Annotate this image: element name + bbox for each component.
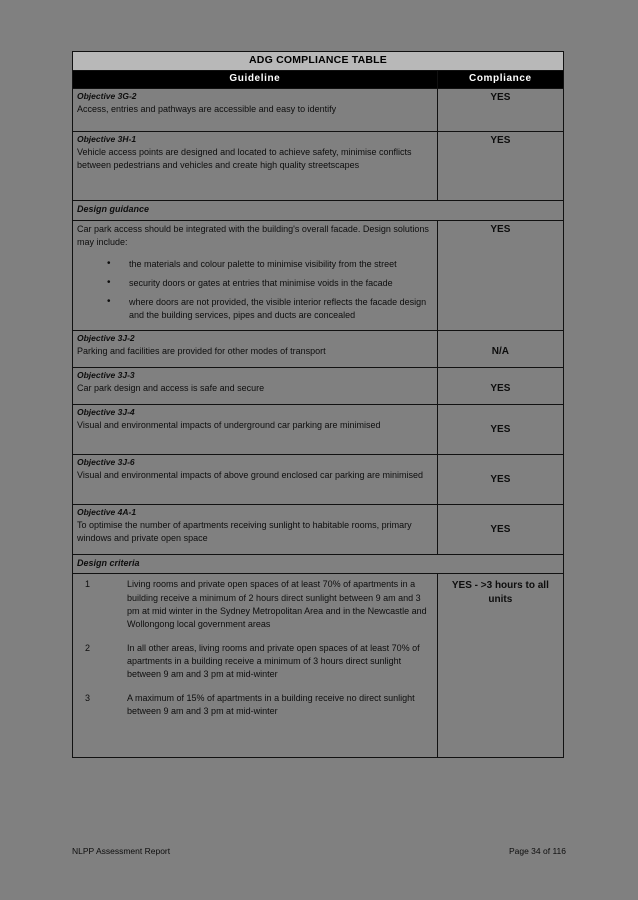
table-row	[73, 132, 564, 201]
design-guidance-row	[73, 220, 564, 330]
guideline-cell	[73, 220, 438, 330]
list-item: • where doors are not provided, the visible interior reflects the facade design and the building services, pipes and ducts are concealed	[107, 296, 433, 322]
footer-page-number: Page 34 of 116	[508, 846, 566, 856]
guideline-cell	[73, 367, 438, 404]
objective-text: Access, entries and pathways are accessible and easy to identify	[77, 104, 337, 115]
guideline-cell	[73, 330, 438, 367]
objective-label: Objective 3H-1	[77, 134, 137, 144]
guideline-cell	[73, 574, 438, 758]
table-title-row	[73, 52, 564, 71]
guideline-cell	[73, 132, 438, 201]
criteria-number: 1	[85, 579, 91, 590]
objective-label: Objective 3J-3	[77, 369, 135, 380]
design-criteria-label: Design criteria	[77, 557, 140, 568]
compliance-cell: YES	[437, 367, 563, 404]
footer-document-title: NLPP Assessment Report	[72, 846, 171, 856]
design-criteria-heading-row	[73, 554, 564, 574]
table-row	[73, 454, 564, 504]
design-guidance-bullet-list	[77, 258, 433, 322]
design-guidance-intro: Car park access should be integrated with the building's overall facade. Design solutions may include:	[77, 223, 429, 247]
compliance-cell: YES	[437, 220, 563, 330]
criteria-item	[77, 578, 433, 641]
page-footer	[72, 846, 566, 856]
objective-text: Car park design and access is safe and secure	[77, 383, 265, 394]
table-row	[73, 367, 564, 404]
compliance-cell: N/A	[437, 330, 563, 367]
objective-label: Objective 3J-2	[77, 332, 135, 343]
criteria-number: 3	[85, 692, 91, 703]
compliance-cell: YES	[437, 89, 563, 132]
criteria-item	[77, 692, 433, 720]
table-row	[73, 404, 564, 454]
compliance-cell: YES	[437, 504, 563, 554]
guideline-cell	[73, 404, 438, 454]
criteria-text: In all other areas, living rooms and private open spaces of at least 70% of apartments in a building receive a minimum of 3 hours direct sunlight between 9 am and 3 pm at mid-winter	[127, 642, 420, 679]
objective-text: Visual and environmental impacts of above ground enclosed car parking are minimised	[77, 470, 424, 481]
column-header-guideline: Guideline	[73, 71, 438, 89]
adg-compliance-table	[72, 51, 564, 758]
objective-text: Parking and facilities are provided for other modes of transport	[77, 346, 326, 357]
design-guidance-heading-row	[73, 201, 564, 221]
table-header-row	[73, 71, 564, 89]
objective-label: Objective 3G-2	[77, 91, 137, 101]
objective-label: Objective 4A-1	[77, 506, 137, 517]
objective-label: Objective 3J-6	[77, 456, 135, 467]
compliance-cell: YES - >3 hours to all units	[437, 574, 563, 758]
guideline-cell	[73, 89, 438, 132]
criteria-text: Living rooms and private open spaces of at least 70% of apartments in a building receive a minimum of 2 hours direct sunlight between 9 am and 3 pm at mid winter in the Sydney Metropolitan Area and in the Newcastle and Wollongong local government areas	[127, 579, 427, 629]
design-criteria-row	[73, 574, 564, 758]
guideline-cell	[73, 454, 438, 504]
objective-text: Visual and environmental impacts of underground car parking are minimised	[77, 420, 381, 431]
criteria-item	[77, 642, 433, 692]
column-header-compliance: Compliance	[437, 71, 563, 89]
design-criteria-heading	[73, 554, 564, 574]
compliance-cell: YES	[437, 132, 563, 201]
objective-text: Vehicle access points are designed and located to achieve safety, minimise conflicts between pedestrians and vehicles and create high quality streetscapes	[77, 147, 412, 171]
objective-label: Objective 3J-4	[77, 406, 135, 417]
design-criteria-list	[77, 578, 433, 719]
list-item: • security doors or gates at entries that minimise voids in the facade	[107, 277, 433, 290]
table-title: ADG COMPLIANCE TABLE	[73, 52, 564, 71]
table-row	[73, 504, 564, 554]
list-item: • the materials and colour palette to minimise visibility from the street	[107, 258, 433, 271]
table-row	[73, 89, 564, 132]
design-guidance-heading	[73, 201, 564, 221]
criteria-number: 2	[85, 642, 91, 653]
compliance-cell: YES	[437, 404, 563, 454]
criteria-text: A maximum of 15% of apartments in a building receive no direct sunlight between 9 am and 3 pm at mid-winter	[127, 692, 415, 716]
objective-text: To optimise the number of apartments receiving sunlight to habitable rooms, primary windows and private open space	[77, 520, 412, 544]
table-row	[73, 330, 564, 367]
design-guidance-label: Design guidance	[77, 204, 150, 214]
compliance-cell: YES	[437, 454, 563, 504]
guideline-cell	[73, 504, 438, 554]
